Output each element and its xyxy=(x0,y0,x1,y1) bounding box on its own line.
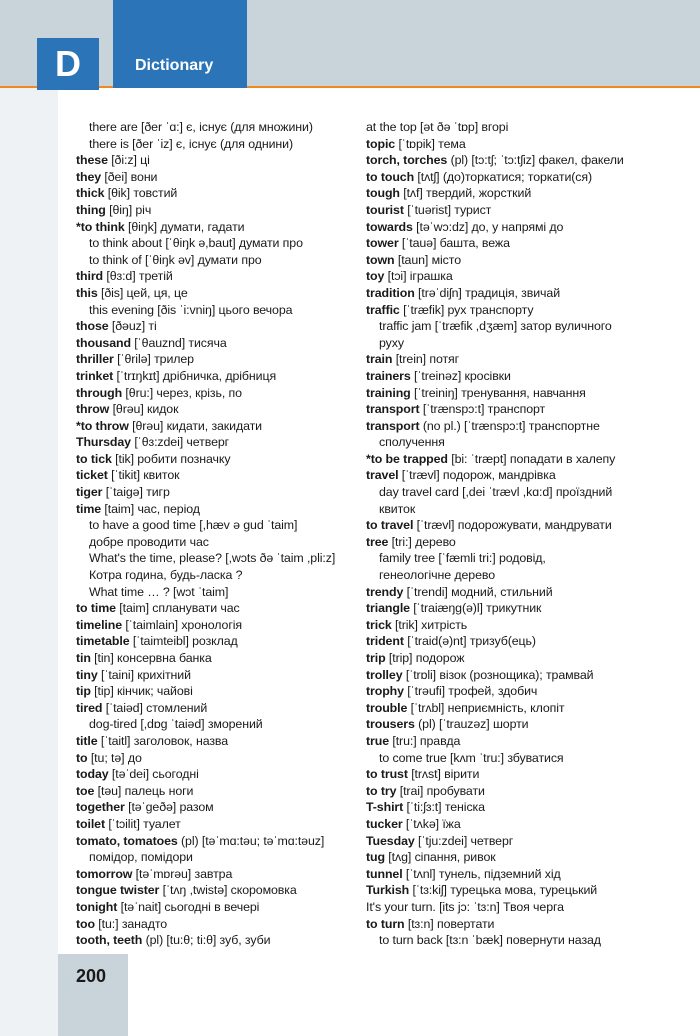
headword: thousand xyxy=(76,335,131,350)
dictionary-entry xyxy=(366,434,666,451)
headword: they xyxy=(76,169,102,184)
dictionary-entry xyxy=(366,600,666,617)
headword: tired xyxy=(76,700,103,715)
entry-text: family tree [ˈfæmli tri:] родовід, xyxy=(379,551,546,566)
headword: tough xyxy=(366,186,400,201)
section-letter: D xyxy=(37,38,99,90)
entry-text: [ˈtræfik] рух транспорту xyxy=(399,302,534,317)
headword: train xyxy=(366,352,393,367)
entry-text: [təˈmɒrəu] завтра xyxy=(132,866,233,881)
right-column xyxy=(366,119,666,949)
dictionary-entry xyxy=(76,351,358,368)
entry-text: [tri:] дерево xyxy=(388,534,456,549)
headword: toilet xyxy=(76,816,105,831)
headword: thick xyxy=(76,186,105,201)
entry-text: генеологічне дерево xyxy=(379,568,495,583)
headword: trophy xyxy=(366,684,404,699)
dictionary-entry xyxy=(366,683,666,700)
entry-text: traffic jam [ˈtræfik ,dʒæm] затор вуличного xyxy=(379,319,612,334)
entry-text: [tu:] занадто xyxy=(94,916,168,931)
headword: tin xyxy=(76,651,91,665)
entry-text: to turn back [tɜ:n ˈbæk] повернути назад xyxy=(379,933,601,948)
dictionary-entry xyxy=(366,849,666,866)
dictionary-entry xyxy=(366,733,666,750)
headword: trick xyxy=(366,617,392,632)
headword: to xyxy=(76,750,88,765)
dictionary-entry xyxy=(366,401,666,418)
entry-text: [ˈtraiæŋɡ(ə)l] трикутник xyxy=(409,601,542,616)
headword: tiny xyxy=(76,667,98,682)
headword: to time xyxy=(76,601,116,616)
dictionary-entry xyxy=(76,467,358,484)
entry-text: [trip] подорож xyxy=(385,651,465,665)
entry-text: [ˈtrævl] подорожувати, мандрувати xyxy=(413,518,612,533)
headword: travel xyxy=(366,468,399,483)
entry-text: [ˈtaiəd] стомлений xyxy=(102,700,208,715)
dictionary-entry xyxy=(76,667,358,684)
headword: Tuesday xyxy=(366,833,415,848)
dictionary-entry xyxy=(76,484,358,501)
entry-text: [θɜ:d] третій xyxy=(103,269,173,284)
dictionary-entry xyxy=(366,700,666,717)
entry-text: [ˈtreiniŋ] тренування, навчання xyxy=(410,385,586,400)
headword: today xyxy=(76,767,109,782)
dictionary-entry xyxy=(366,252,666,269)
dictionary-entry xyxy=(366,617,666,634)
headword: trolley xyxy=(366,667,403,682)
dictionary-entry xyxy=(76,866,358,883)
dictionary-entry xyxy=(366,866,666,883)
headword: triangle xyxy=(366,601,410,616)
headword: to try xyxy=(366,783,397,798)
headword: town xyxy=(366,252,395,267)
entry-text: добре проводити час xyxy=(89,534,209,549)
dictionary-entry xyxy=(366,750,666,767)
dictionary-entry xyxy=(76,451,358,468)
entry-text: [tʌf] твердий, жорсткий xyxy=(399,186,532,201)
dictionary-entry xyxy=(366,219,666,236)
dictionary-entry xyxy=(366,169,666,186)
headword: towards xyxy=(366,219,413,234)
entry-text: [ˈθrilə] трилер xyxy=(113,352,194,367)
entry-text: [tʌtʃ] (до)торкатися; торкати(ся) xyxy=(414,169,593,184)
dictionary-entry xyxy=(366,833,666,850)
dictionary-entry xyxy=(76,185,358,202)
headword: this xyxy=(76,285,98,300)
dictionary-entry xyxy=(366,501,666,518)
dictionary-entry xyxy=(76,716,358,733)
entry-text: [tɜ:n] повертати xyxy=(404,916,495,931)
headword: throw xyxy=(76,402,110,417)
page-number-box xyxy=(58,954,128,1036)
dictionary-entry xyxy=(366,368,666,385)
dictionary-entry xyxy=(76,318,358,335)
entry-text: [ˈti:ʃɜ:t] теніска xyxy=(403,800,485,815)
headword: ticket xyxy=(76,468,108,483)
section-title: Dictionary xyxy=(135,57,214,74)
entry-text: [trʌst] вірити xyxy=(407,767,480,782)
dictionary-entry xyxy=(366,202,666,219)
headword: traffic xyxy=(366,302,400,317)
dictionary-entry xyxy=(76,750,358,767)
headword: tree xyxy=(366,534,389,549)
entry-text: [ði:z] ці xyxy=(107,153,150,168)
entry-text: [ˈtrəufi] трофей, здобич xyxy=(403,684,538,699)
entry-text: [ˈtju:zdei] четверг xyxy=(414,833,514,848)
dictionary-entry xyxy=(366,302,666,319)
entry-text: [taim] час, період xyxy=(101,501,200,516)
dictionary-entry xyxy=(76,136,358,153)
headword: *to be trapped xyxy=(366,451,448,466)
entry-text: [trai] пробувати xyxy=(396,783,485,798)
dictionary-entry xyxy=(76,418,358,435)
dictionary-entry xyxy=(76,567,358,584)
entry-text: [ˈtreinəz] кросівки xyxy=(410,368,511,383)
entry-text: сполучення xyxy=(379,435,445,450)
dictionary-entry xyxy=(366,633,666,650)
section-title-tab xyxy=(113,0,247,88)
dictionary-entry xyxy=(76,368,358,385)
entry-text: What time … ? [wɔt ˈtaim] xyxy=(89,584,229,599)
dictionary-entry xyxy=(76,783,358,800)
headword: through xyxy=(76,385,123,400)
headword: to travel xyxy=(366,518,414,533)
headword: tongue twister xyxy=(76,883,160,898)
entry-text: [ˈtrævl] подорож, мандрівка xyxy=(398,468,556,483)
dictionary-entry xyxy=(366,716,666,733)
headword: *to throw xyxy=(76,418,129,433)
entry-text: [ˈtikit] квиток xyxy=(107,468,180,483)
dictionary-entry xyxy=(366,285,666,302)
headword: trinket xyxy=(76,368,114,383)
entry-text: [θrəu] кидати, закидати xyxy=(128,418,262,433)
entry-text: [θrəu] кидок xyxy=(109,402,179,417)
entry-text: [ˈtuərist] турист xyxy=(403,202,492,217)
entry-text: [ˈtaini] крихітний xyxy=(97,667,191,682)
headword: trip xyxy=(366,651,386,665)
entry-text: [ˈtʌŋ ,twistə] скоромовка xyxy=(159,883,297,898)
headword: to tick xyxy=(76,451,112,466)
dictionary-entry xyxy=(366,550,666,567)
entry-text: [taun] місто xyxy=(394,252,461,267)
left-column xyxy=(76,119,358,949)
entry-text: to think of [ˈθiŋk əv] думати про xyxy=(89,252,262,267)
headword: transport xyxy=(366,402,420,417)
headword: to turn xyxy=(366,916,405,931)
headword: thing xyxy=(76,202,106,217)
dictionary-entry xyxy=(76,534,358,551)
entry-text: [təˈwɔ:dz] до, у напрямі до xyxy=(412,219,564,234)
headword: tradition xyxy=(366,285,415,300)
headword: third xyxy=(76,269,104,284)
dictionary-entry xyxy=(366,932,666,949)
headword: trident xyxy=(366,634,404,649)
headword: too xyxy=(76,916,95,931)
dictionary-entry xyxy=(366,584,666,601)
dictionary-entry xyxy=(76,650,358,667)
entry-text: [ðis] цей, ця, це xyxy=(97,285,188,300)
dictionary-entry xyxy=(366,235,666,252)
entry-text: [trik] хитрість xyxy=(391,617,468,632)
entry-text: помідор, помідори xyxy=(89,850,193,865)
dictionary-entry xyxy=(76,517,358,534)
dictionary-entry xyxy=(76,899,358,916)
dictionary-entry xyxy=(76,252,358,269)
entry-text: [ˈtaimteibl] розклад xyxy=(129,634,238,649)
headword: true xyxy=(366,733,390,748)
entry-text: [trəˈdiʃn] традиція, звичай xyxy=(414,285,561,300)
page-number: 200 xyxy=(76,966,107,986)
entry-text: (no pl.) [ˈtrænspɔ:t] транспортне xyxy=(419,418,600,433)
dictionary-entry xyxy=(366,484,666,501)
dictionary-entry xyxy=(76,833,358,850)
dictionary-entry xyxy=(76,169,358,186)
entry-text: [ˈtrænspɔ:t] транспорт xyxy=(419,402,546,417)
headword: Turkish xyxy=(366,883,410,898)
headword: trendy xyxy=(366,584,404,599)
entry-text: there are [ðer ˈɑ:] є, існує (для множини) xyxy=(89,120,313,134)
entry-text: [təu] палець ноги xyxy=(94,783,194,798)
dictionary-entry xyxy=(76,882,358,899)
entry-text: [ˈtaitl] заголовок, назва xyxy=(97,733,229,748)
entry-text: [tʌg] сіпання, ривок xyxy=(384,850,496,865)
headword: torch, torches xyxy=(366,153,448,168)
headword: title xyxy=(76,733,98,748)
entry-text: [ðei] вони xyxy=(101,169,158,184)
dictionary-entry xyxy=(76,816,358,833)
entry-text: [bi: ˈtræpt] попадати в халепу xyxy=(447,451,616,466)
headword: these xyxy=(76,153,108,168)
dictionary-entry xyxy=(76,633,358,650)
entry-text: to think about [ˈθiŋk ə,baut] думати про xyxy=(89,236,303,251)
entry-text: to come true [kʌm ˈtru:] збуватися xyxy=(379,750,564,765)
dictionary-entry xyxy=(366,783,666,800)
entry-text: [tip] кінчик; чайові xyxy=(90,684,193,699)
entry-text: руху xyxy=(379,335,404,350)
entry-text: [ˈtɜ:kiʃ] турецька мова, турецький xyxy=(409,883,598,898)
dictionary-entry xyxy=(76,501,358,518)
dictionary-entry xyxy=(76,600,358,617)
headword: trainers xyxy=(366,368,411,383)
entry-text: квиток xyxy=(379,501,416,516)
headword: toy xyxy=(366,269,385,284)
headword: thriller xyxy=(76,352,114,367)
headword: trouble xyxy=(366,700,408,715)
entry-text: [ˈtaimlain] хронологія xyxy=(122,617,243,632)
dictionary-entry xyxy=(366,467,666,484)
dictionary-entry xyxy=(366,816,666,833)
headword: tug xyxy=(366,850,385,865)
dictionary-entry xyxy=(76,683,358,700)
headword: tiger xyxy=(76,485,103,500)
entry-text: [taim] спланувати час xyxy=(115,601,240,616)
entry-text: It's your turn. [its jɔ: ˈtɜ:n] Твоя черга xyxy=(366,899,564,914)
dictionary-entry xyxy=(76,202,358,219)
dictionary-entry xyxy=(366,799,666,816)
headword: toe xyxy=(76,783,95,798)
entry-text: [tin] консервна банка xyxy=(90,651,212,665)
dictionary-entry xyxy=(76,766,358,783)
entry-text: (pl) [təˈmɑ:təu; təˈmɑ:təuz] xyxy=(177,833,325,848)
dictionary-entry xyxy=(76,584,358,601)
headword: tucker xyxy=(366,816,403,831)
headword: transport xyxy=(366,418,420,433)
dictionary-entry xyxy=(76,152,358,169)
dictionary-entry xyxy=(76,849,358,866)
headword: tunnel xyxy=(366,866,403,881)
headword: *to think xyxy=(76,219,125,234)
header-rule xyxy=(0,86,700,88)
left-margin-strip xyxy=(0,88,58,1036)
headword: Thursday xyxy=(76,435,131,450)
entry-text: [θru:] через, крізь, по xyxy=(122,385,242,400)
dictionary-entry xyxy=(76,219,358,236)
headword: together xyxy=(76,800,125,815)
dictionary-entry xyxy=(76,268,358,285)
dictionary-entry xyxy=(76,733,358,750)
entry-text: (pl) [ˈtrauzəz] шорти xyxy=(414,717,529,732)
dictionary-entry xyxy=(76,799,358,816)
headword: tourist xyxy=(366,202,404,217)
headword: time xyxy=(76,501,102,516)
dictionary-entry xyxy=(76,617,358,634)
dictionary-entry xyxy=(366,882,666,899)
dictionary-entry xyxy=(76,385,358,402)
entry-text: there is [ðer ˈiz] є, існує (для однини) xyxy=(89,136,294,151)
dictionary-entry xyxy=(366,517,666,534)
dictionary-entry xyxy=(366,899,666,916)
dictionary-entry xyxy=(76,916,358,933)
dictionary-entry xyxy=(76,335,358,352)
dictionary-entry xyxy=(366,136,666,153)
dictionary-entry xyxy=(366,119,666,136)
entry-text: [ˈθɜ:zdei] четверг xyxy=(130,435,230,450)
dictionary-entry xyxy=(366,268,666,285)
headword: tomorrow xyxy=(76,866,133,881)
entry-text: [θik] товстий xyxy=(104,186,178,201)
entry-text: [tru:] правда xyxy=(389,733,461,748)
headword: those xyxy=(76,319,109,334)
header-band xyxy=(0,0,700,86)
headword: timeline xyxy=(76,617,123,632)
entry-text: [ˈtʌkə] їжа xyxy=(402,816,461,831)
headword: tonight xyxy=(76,899,118,914)
entry-text: Котра година, будь-ласка ? xyxy=(89,568,243,583)
dictionary-entry xyxy=(366,351,666,368)
entry-text: [tu; tə] до xyxy=(87,750,142,765)
entry-text: [ˈtʌnl] тунель, підземний хід xyxy=(402,866,561,881)
dictionary-entry xyxy=(366,650,666,667)
dictionary-entry xyxy=(76,235,358,252)
dictionary-entry xyxy=(366,152,666,169)
headword: topic xyxy=(366,136,396,151)
entry-text: to have a good time [,hæv ə gud ˈtaim] xyxy=(89,518,298,533)
headword: timetable xyxy=(76,634,130,649)
entry-text: [ˈtrɪŋkɪt] дрібничка, дрібниця xyxy=(113,368,277,383)
dictionary-entry xyxy=(366,385,666,402)
entry-text: dog-tired [,dɒg ˈtaiəd] зморений xyxy=(89,717,263,732)
headword: tower xyxy=(366,236,399,251)
dictionary-entry xyxy=(76,932,358,949)
dictionary-entry xyxy=(366,916,666,933)
entry-text: [trein] потяг xyxy=(392,352,460,367)
headword: to touch xyxy=(366,169,415,184)
entry-text: [tɔi] іграшка xyxy=(384,269,453,284)
dictionary-entry xyxy=(76,700,358,717)
dictionary-entry xyxy=(366,418,666,435)
headword: tomato, tomatoes xyxy=(76,833,178,848)
dictionary-entry xyxy=(76,550,358,567)
entry-text: (pl) [tɔ:tʃ; ˈtɔ:tʃiz] факел, факели xyxy=(447,153,624,168)
headword: trousers xyxy=(366,717,415,732)
dictionary-entry xyxy=(76,434,358,451)
dictionary-entry xyxy=(366,318,666,335)
entry-text: this evening [ðis ˈi:vniŋ] цього вечора xyxy=(89,302,293,317)
entry-text: day travel card [,dei ˈtrævl ,kɑ:d] проїздний xyxy=(379,485,613,500)
headword: to trust xyxy=(366,767,408,782)
dictionary-entry xyxy=(366,451,666,468)
dictionary-entry xyxy=(76,119,358,136)
dictionary-entry xyxy=(366,766,666,783)
dictionary-entry xyxy=(76,302,358,319)
entry-text: [ˈtrɒli] візок (рознощика); трамвай xyxy=(402,667,594,682)
entry-text: (pl) [tu:θ; ti:θ] зуб, зуби xyxy=(142,933,271,948)
entry-text: [ˈtraid(ə)nt] тризуб(ець) xyxy=(403,634,536,649)
entry-text: [ˈtɒpik] тема xyxy=(395,136,466,151)
entry-text: [ˈtauə] башта, вежа xyxy=(398,236,510,251)
headword: tooth, teeth xyxy=(76,933,143,948)
dictionary-entry xyxy=(366,185,666,202)
entry-text: [ˈθauznd] тисяча xyxy=(130,335,227,350)
entry-text: [θiŋk] думати, гадати xyxy=(124,219,245,234)
entry-text: What's the time, please? [,wɔts ðə ˈtaim ,pli:z] xyxy=(89,551,336,566)
entry-text: [ˈtaigə] тигр xyxy=(102,485,170,500)
entry-text: at the top [ət ðə ˈtɒp] вгорі xyxy=(366,120,509,134)
entry-text: [ˈtrendi] модний, стильний xyxy=(403,584,553,599)
entry-text: [ðəuz] ті xyxy=(108,319,157,334)
dictionary-entry xyxy=(76,285,358,302)
entry-text: [təˈdei] сьогодні xyxy=(108,767,199,782)
dictionary-entry xyxy=(366,534,666,551)
dictionary-entry xyxy=(366,567,666,584)
headword: training xyxy=(366,385,411,400)
entry-text: [ˈtɔilit] туалет xyxy=(105,816,181,831)
entry-text: [θiŋ] річ xyxy=(105,202,152,217)
entry-text: [tik] робити позначку xyxy=(111,451,231,466)
entry-text: [təˈnait] сьогодні в вечері xyxy=(117,899,260,914)
headword: T-shirt xyxy=(366,800,404,815)
dictionary-entry xyxy=(366,335,666,352)
headword: tip xyxy=(76,684,91,699)
entry-text: [təˈgeðə] разом xyxy=(124,800,214,815)
entry-text: [ˈtrʌbl] неприємність, клопіт xyxy=(407,700,565,715)
dictionary-entry xyxy=(76,401,358,418)
dictionary-entry xyxy=(366,667,666,684)
